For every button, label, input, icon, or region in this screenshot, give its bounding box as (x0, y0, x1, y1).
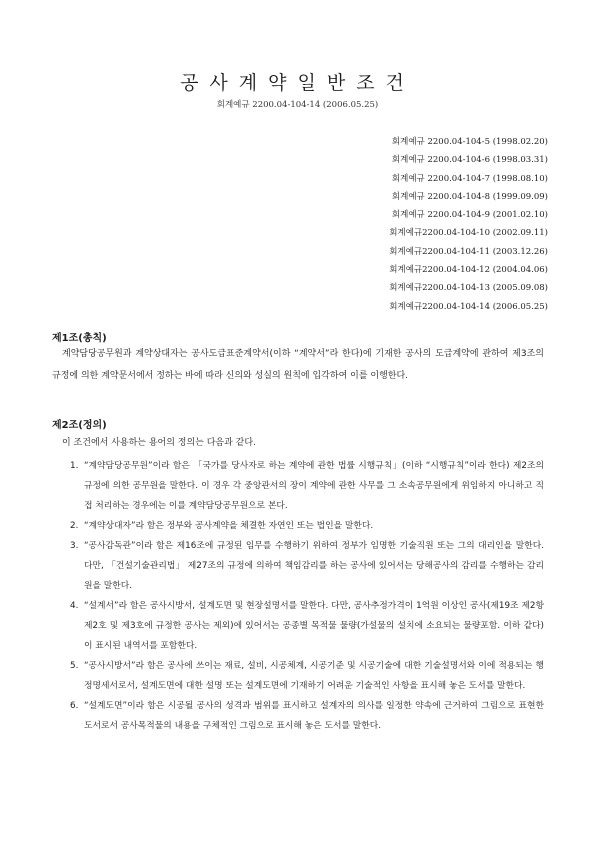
revision-entry: 회계예규2200.04-104-14 (2006.05.25) (389, 301, 548, 312)
revision-entry: 회계예규2200.04-104-13 (2005.09.08) (389, 283, 548, 294)
revision-entry: 회계예규 2200.04-104-5 (1998.02.20) (391, 137, 548, 147)
revision-entry: 회계예규 2200.04-104-6 (1998.03.31) (391, 155, 548, 166)
revision-entry: 회계예규 2200.04-104-8 (1999.09.09) (391, 191, 548, 202)
article-1-body: 계약담당공무원과 계약상대자는 공사도급표준계약서(이하 “계약서”라 한다)에 기재한 공사의 도급계약에 관하여 제3조의 규정에 의한 계약문서에서 정하는 바에 따라 신의와 성실의 원칙에 입각하여 이를 이행한다. (52, 349, 544, 381)
definition-item: 6. “설계도면”이라 함은 시공될 공사의 성격과 범위를 표시하고 설계자의 의사를 일정한 약속에 근거하여 그림으로 표현한 도서로서 공사목적물의 내용을 구체적인 그림으로 표시해 놓은 도서를 말한다. (70, 701, 544, 731)
revision-entry: 회계예규2200.04-104-12 (2004.04.06) (389, 265, 548, 276)
definition-item: 2. “계약상대자”라 함은 정부와 공사계약을 체결한 자연인 또는 법인을 말한다. (70, 521, 374, 531)
definition-item: 3. “공사감독관”이라 함은 제16조에 규정된 임무를 수행하기 위하여 정부가 임명한 기술직원 또는 그의 대리인을 말한다. 다만, 「건설기술관리법」 제27조의 규정에 의하여 책임감리를 하는 공사에 있어서는 당해공사의 감리를 수행하는 감리원을 말한다. (70, 541, 544, 591)
definition-text: “공사감독관”이라 함은 제16조에 규정된 임무를 수행하기 위하여 정부가 임명한 기술직원 또는 그의 대리인을 말한다. 다만, 「건설기술관리법」 제27조의 규정에 의하여 책임감리를 하는 공사에 있어서는 당해공사의 감리를 수행하는 감리원을 말한다. (84, 541, 544, 591)
revision-entry: 회계예규2200.04-104-10 (2002.09.11) (389, 228, 548, 239)
article-2-heading: 제2조(정의) (52, 420, 107, 431)
document-title: 공사계약일반조건 (180, 72, 415, 94)
revision-entry: 회계예규2200.04-104-11 (2003.12.26) (389, 246, 548, 257)
revision-entry: 회계예규 2200.04-104-7 (1998.08.10) (391, 173, 548, 184)
definition-item: 4. “설계서”라 함은 공사시방서, 설계도면 및 현장설명서를 말한다. 다만, 공사추정가격이 1억원 이상인 공사(제19조 제2항 제2호 및 제3호에 규정한 공사는 제외)에 있어서는 공종별 목적물 물량(가설물의 설치에 소요되는 물량포함. 이하 같다)이 표시된 내역서를 포함한다. (70, 601, 544, 651)
article-1-heading: 제1조(총칙) (52, 333, 107, 344)
revision-entry: 회계예규 2200.04-104-9 (2001.02.10) (391, 210, 548, 221)
definition-item: 5. “공사시방서”라 함은 공사에 쓰이는 재료, 설비, 시공체계, 시공기준 및 시공기술에 대한 기술설명서와 이에 적용되는 행정명세서로서, 설계도면에 대한 설명 또는 설계도면에 기재하기 어려운 기술적인 사항을 표시해 놓은 도서를 말한다. (70, 661, 544, 691)
definition-item: 1. “계약담당공무원”이라 함은 「국가를 당사자로 하는 계약에 관한 법률 시행규칙」(이하 “시행규칙”이라 한다) 제2조의 규정에 의한 공무원을 말한다. 이 경우 각 중앙관서의 장이 계약에 관한 사무를 그 소속공무원에게 위임하지 아니하고 직접 처리하는 경우에는 이를 계약담당공무원으로 본다. (70, 461, 544, 511)
document-subtitle: 회계예규 2200.04-104-14 (2006.05.25) (216, 100, 379, 110)
definition-text: “공사시방서”라 함은 공사에 쓰이는 재료, 설비, 시공체계, 시공기준 및 시공기술에 대한 기술설명서와 이에 적용되는 행정명세서로서, 설계도면에 대한 설명 또는 설계도면에 기재하기 어려운 기술적인 사항을 표시해 놓은 도서를 말한다. (84, 661, 544, 691)
revision-history (340, 133, 548, 316)
article-2-intro: 이 조건에서 사용하는 용어의 정의는 다음과 같다. (62, 438, 256, 448)
definition-text: “계약상대자”라 함은 정부와 공사계약을 체결한 자연인 또는 법인을 말한다. (84, 521, 374, 531)
definition-text: “설계도면”이라 함은 시공될 공사의 성격과 범위를 표시하고 설계자의 의사를 일정한 약속에 근거하여 그림으로 표현한 도서로서 공사목적물의 내용을 구체적인 그림으로 표시해 놓은 도서를 말한다. (84, 701, 544, 731)
definitions-list (64, 456, 544, 736)
definition-text: “계약담당공무원”이라 함은 「국가를 당사자로 하는 계약에 관한 법률 시행규칙」(이하 “시행규칙”이라 한다) 제2조의 규정에 의한 공무원을 말한다. 이 경우 각 중앙관서의 장이 계약에 관한 사무를 그 소속공무원에게 위임하지 아니하고 직접 처리하는 경우에는 이를 계약담당공무원으로 본다. (84, 461, 544, 511)
definition-text: “설계서”라 함은 공사시방서, 설계도면 및 현장설명서를 말한다. 다만, 공사추정가격이 1억원 이상인 공사(제19조 제2항 제2호 및 제3호에 규정한 공사는 제외)에 있어서는 공종별 목적물 물량(가설물의 설치에 소요되는 물량포함. 이하 같다)이 표시된 내역서를 포함한다. (84, 601, 544, 651)
